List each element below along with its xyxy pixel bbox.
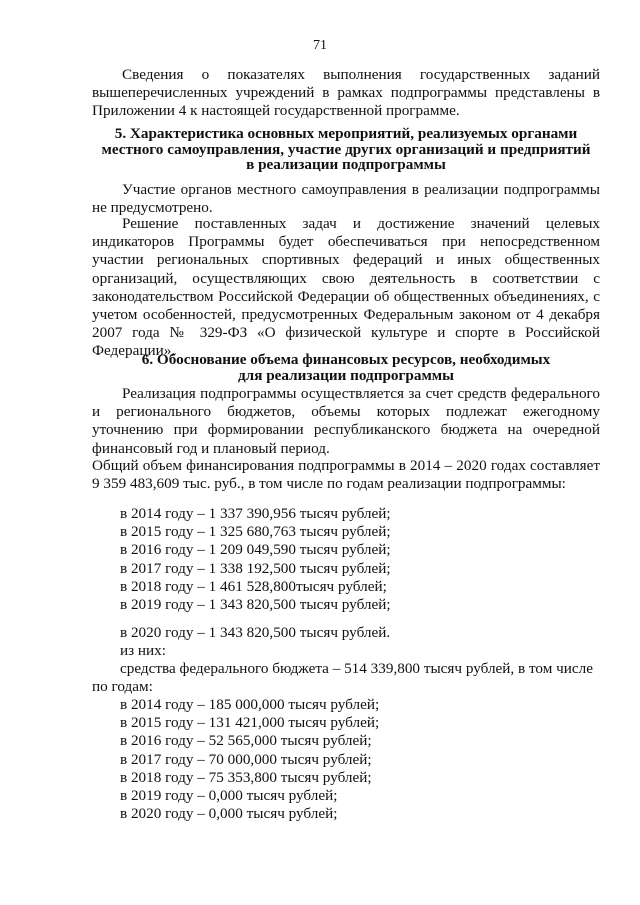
list-item: в 2018 году – 75 353,800 тысяч рублей; <box>120 768 372 786</box>
section-5-title-line-2: местного самоуправления, участие других организаций и предприятий <box>101 140 591 158</box>
section-5-paragraph-1: Участие органов местного самоуправления в реализации подпрограммы не предусмотрено. <box>92 181 600 217</box>
list-item: в 2019 году – 0,000 тысяч рублей; <box>120 787 338 805</box>
section-6-title-line-1: 6. Обоснование объема финансовых ресурсов, необходимых <box>141 351 551 368</box>
list-item: в 2017 году – 1 338 192,500 тысяч рублей; <box>120 559 391 577</box>
of-them-label: из них: <box>120 642 166 659</box>
list-item: в 2016 году – 52 565,000 тысяч рублей; <box>120 732 372 750</box>
list-item: в 2015 году – 1 325 680,763 тысяч рублей; <box>120 523 391 541</box>
federal-budget-line-2: по годам: <box>92 678 153 696</box>
section-6-title <box>92 352 600 383</box>
section-5-title-line-3: в реализации подпрограммы <box>246 156 446 173</box>
federal-budget-paragraph <box>92 660 600 696</box>
intro-paragraph: Сведения о показателях выполнения государственных заданий вышеперечисленных учреждений в рамках подпрограммы представлены в Приложении 4 к настоящей государственной программе. <box>92 66 600 120</box>
total-2020-line: в 2020 году – 1 343 820,500 тысяч рублей. <box>120 624 391 641</box>
federal-budget-line-1: средства федерального бюджета – 514 339,800 тысяч рублей, в том числе <box>120 660 593 677</box>
section-5-title <box>92 126 600 173</box>
list-item: в 2016 году – 1 209 049,590 тысяч рублей; <box>120 541 391 559</box>
section-6-title-line-2: для реализации подпрограммы <box>237 366 454 384</box>
section-5-paragraph-2: Решение поставленных задач и достижение значений целевых индикаторов Программы будет обеспечиваться при непосредственном участии региональных спортивных федераций и иных общественных организаций, осуществляющих свою деятельность в соответствии с законодательством Российской Федерации об общественных объединениях, с учетом особенностей, предусмотренных Федеральным законом от 4 декабря 2007 года № 329-ФЗ «О физической культуре и спорте в Российской Федерации». <box>92 215 600 360</box>
list-item: в 2018 году – 1 461 528,800тысяч рублей; <box>120 577 387 595</box>
section-6-paragraph-1: Реализация подпрограммы осуществляется за счет средств федерального и регионального бюджетов, объемы которых подлежат ежегодному уточнению при формировании республиканского бюджета на очередной финансовый год и плановый период. <box>92 385 600 457</box>
list-item: в 2019 году – 1 343 820,500 тысяч рублей; <box>120 596 391 614</box>
section-6-paragraph-2: Общий объем финансирования подпрограммы в 2014 – 2020 годах составляет 9 359 483,609 тыс. руб., в том числе по годам реализации подпрограммы: <box>92 457 600 493</box>
federal-funding-list <box>120 696 379 823</box>
list-item: в 2017 году – 70 000,000 тысяч рублей; <box>120 750 372 768</box>
list-item: в 2020 году – 0,000 тысяч рублей; <box>120 805 338 823</box>
list-item: в 2014 году – 185 000,000 тысяч рублей; <box>120 696 380 713</box>
total-funding-list <box>120 505 391 614</box>
section-5-title-line-1: 5. Характеристика основных мероприятий, реализуемых органами <box>114 125 578 142</box>
list-item: в 2015 году – 131 421,000 тысяч рублей; <box>120 714 380 732</box>
list-item: в 2014 году – 1 337 390,956 тысяч рублей; <box>120 505 391 522</box>
page-number: 71 <box>313 38 327 53</box>
